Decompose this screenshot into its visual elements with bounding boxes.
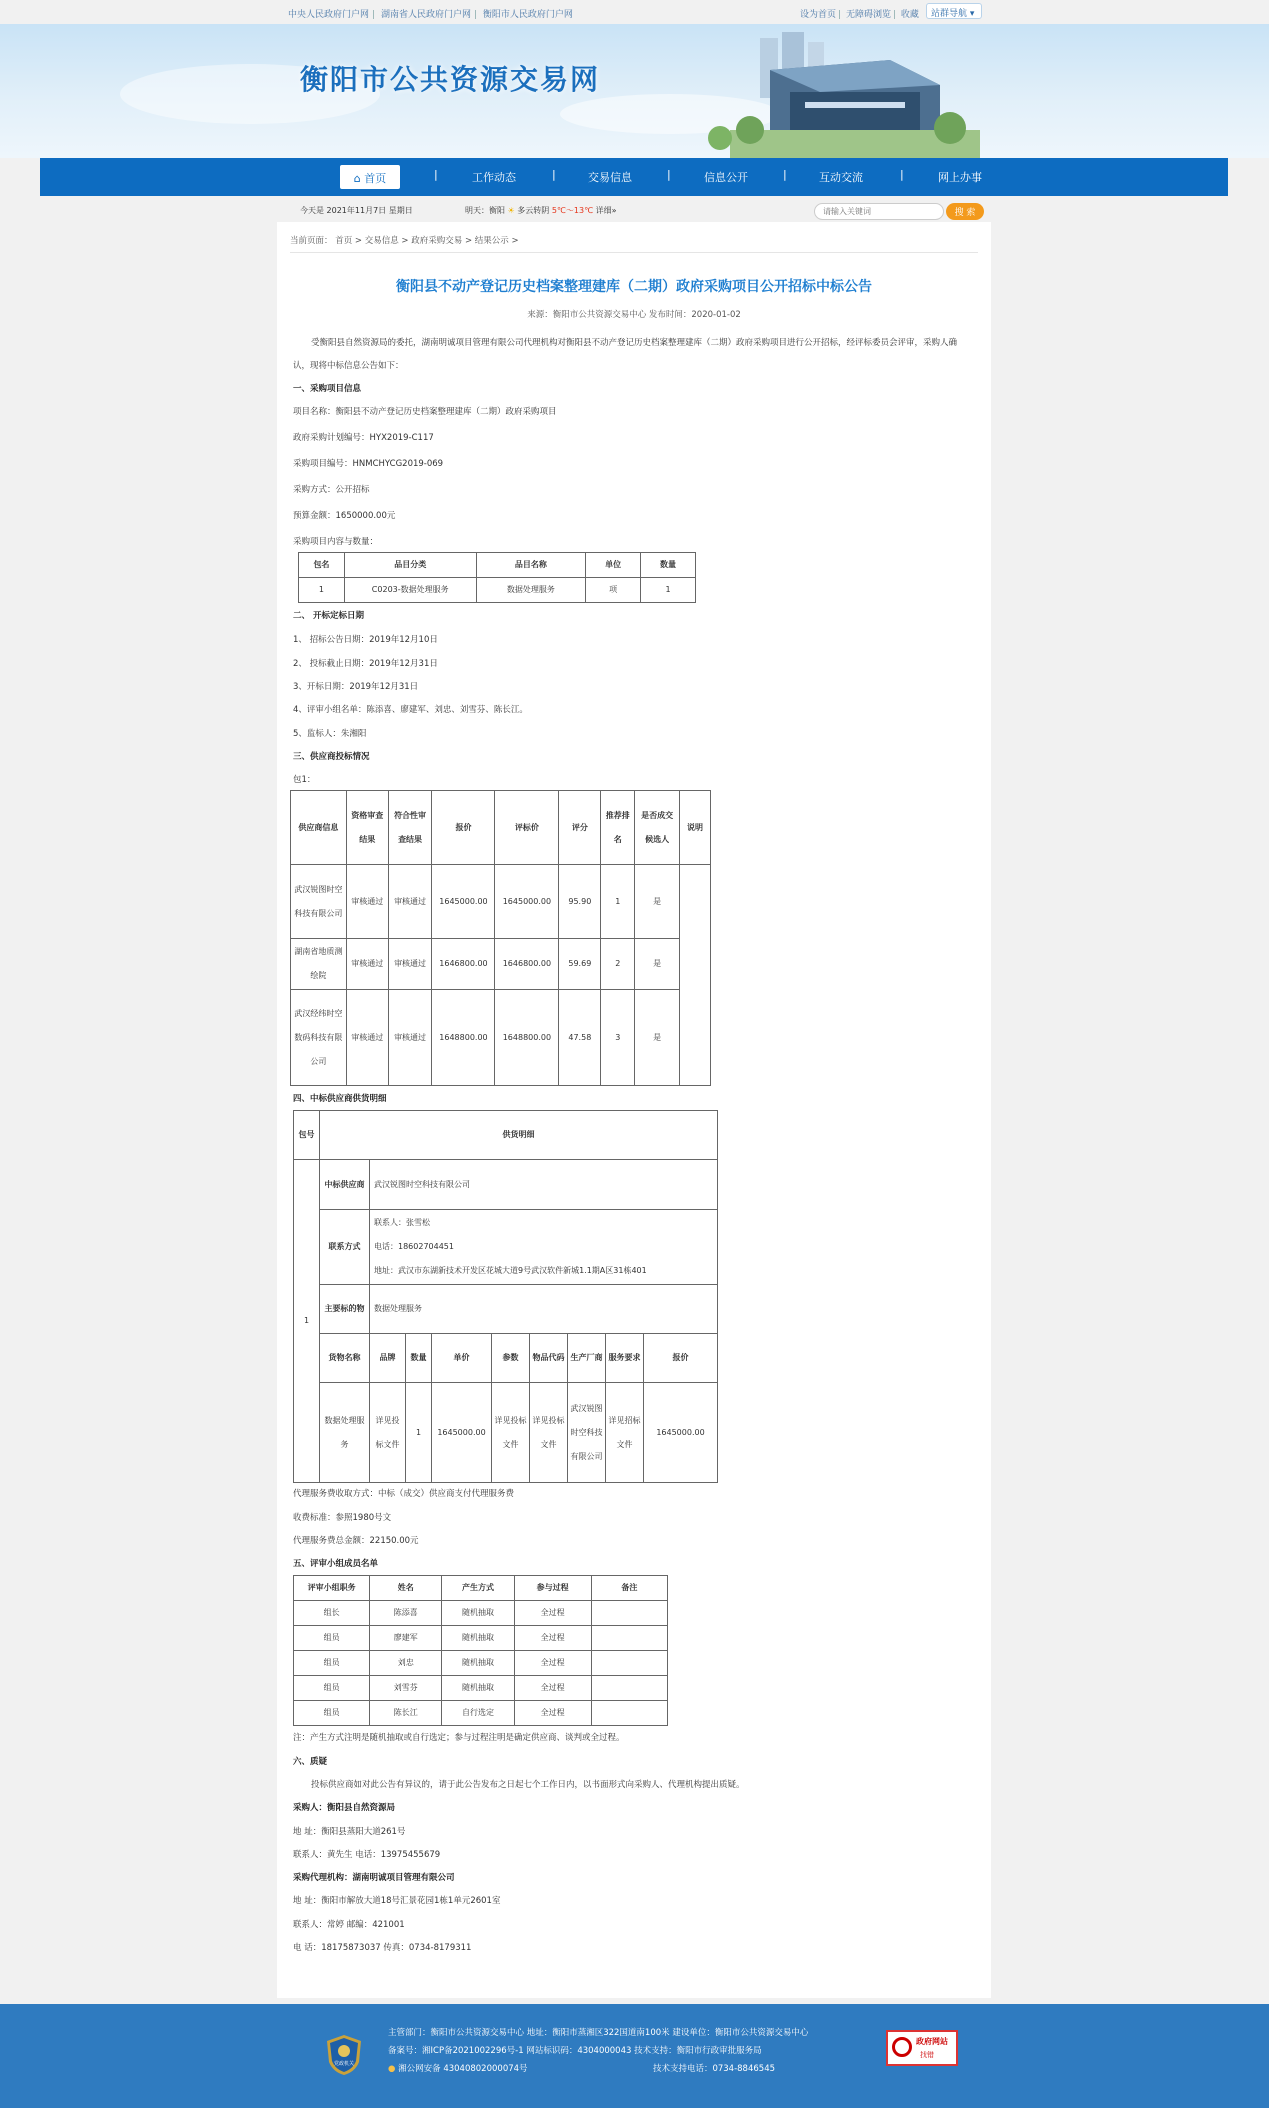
table-header: 数量 (406, 1334, 432, 1383)
table-cell (680, 865, 711, 1086)
nav-home[interactable] (340, 165, 400, 189)
weather-city: 明天：衡阳 (465, 206, 505, 215)
bidders-table (290, 790, 711, 1086)
project-name: 项目名称：衡阳县不动产登记历史档案整理建库（二期）政府采购项目 (293, 407, 557, 417)
table-cell: 刘雪芬 (370, 1676, 442, 1701)
table-header: 单位 (586, 553, 641, 578)
support-phone: 技术支持电话：0734-8846545 (652, 2064, 776, 2074)
table-cell: 3 (601, 990, 635, 1086)
supply-detail-table (293, 1110, 718, 1483)
table-cell: 数据处理服务 (370, 1285, 718, 1334)
police-badge-icon: ● (388, 2064, 396, 2074)
table-cell: 47.58 (559, 990, 601, 1086)
table-cell: 陈长江 (370, 1701, 442, 1726)
table-header: 说明 (680, 791, 711, 865)
nav-home-label: 首页 (364, 172, 387, 185)
table-header: 供应商信息 (291, 791, 347, 865)
agent-title: 采购代理机构：湖南明诚项目管理有限公司 (293, 1873, 455, 1883)
table-cell (591, 1701, 667, 1726)
table-cell: 武汉锐图时空科技有限公司 (568, 1383, 606, 1483)
table-cell: 1 (601, 865, 635, 939)
table-header: 参与过程 (514, 1576, 591, 1601)
table-header: 参数 (492, 1334, 530, 1383)
accessibility-link[interactable]: 无障碍浏览 (845, 10, 891, 20)
link-hengyang-gov[interactable]: 衡阳市人民政府门户网 (482, 10, 573, 20)
procurement-method: 采购方式：公开招标 (293, 485, 370, 495)
section-heading: 二、 开标定标日期 (293, 611, 364, 621)
nav-divider: | (552, 168, 556, 181)
utility-links: 设为首页 | 无障碍浏览 | 收藏 (800, 10, 919, 20)
table-header: 中标供应商 (320, 1160, 370, 1210)
contact-phone: 电话：18602704451 (374, 1242, 454, 1251)
note-text: 注：产生方式注明是随机抽取或自行选定；参与过程注明是确定供应商、谈判或全过程。 (293, 1733, 625, 1743)
section-heading: 五、评审小组成员名单 (293, 1559, 379, 1569)
plan-number: 政府采购计划编号：HYX2019-C117 (293, 433, 434, 443)
table-cell: 自行选定 (442, 1701, 514, 1726)
table-cell: 是 (635, 990, 680, 1086)
footer-line (388, 2060, 808, 2078)
project-number: 采购项目编号：HNMCHYCG2019-069 (293, 459, 444, 469)
table-row (299, 578, 696, 603)
table-row (291, 865, 711, 939)
table-header: 评标价 (495, 791, 559, 865)
table-header: 主要标的物 (320, 1285, 370, 1334)
table-row (294, 1285, 718, 1334)
table-cell: 是 (635, 865, 680, 939)
table-cell: 审核通过 (388, 939, 432, 990)
table-cell: 随机抽取 (442, 1676, 514, 1701)
table-cell: 1 (641, 578, 696, 603)
table-cell: 廖建军 (370, 1626, 442, 1651)
nav-work-news[interactable]: 工作动态 (472, 171, 516, 184)
table-cell: 陈添喜 (370, 1601, 442, 1626)
table-cell: 1 (406, 1383, 432, 1483)
table-cell: 1648800.00 (495, 990, 559, 1086)
table-header: 姓名 (370, 1576, 442, 1601)
gov-site-label: 政府网站 (916, 2037, 948, 2046)
content-quantity-label: 采购项目内容与数量： (293, 537, 379, 547)
package-label: 包1： (293, 775, 316, 785)
gov-site-report-error[interactable] (886, 2030, 958, 2066)
table-cell: 全过程 (514, 1676, 591, 1701)
table-cell: 1645000.00 (495, 865, 559, 939)
table-cell: 组员 (294, 1676, 370, 1701)
home-icon: ⌂ (353, 172, 361, 185)
table-header: 数量 (641, 553, 696, 578)
table-cell: 1645000.00 (644, 1383, 718, 1483)
table-row (294, 1651, 668, 1676)
date-line: 3、开标日期：2019年12月31日 (293, 682, 419, 692)
table-header: 报价 (644, 1334, 718, 1383)
table-header: 报价 (432, 791, 495, 865)
table-header: 包号 (294, 1111, 320, 1160)
search-input[interactable] (814, 203, 944, 220)
buyer-title: 采购人：衡阳县自然资源局 (293, 1803, 396, 1813)
table-header: 评分 (559, 791, 601, 865)
table-header: 服务要求 (606, 1334, 644, 1383)
table-row (294, 1383, 718, 1483)
weather-temp: 5℃～13℃ (551, 206, 594, 215)
site-title: 衡阳市公共资源交易网 (300, 63, 601, 96)
table-cell (591, 1626, 667, 1651)
today-date: 今天是 2021年11月7日 星期日 (300, 206, 413, 215)
footer-info (388, 2024, 808, 2078)
article-title: 衡阳县不动产登记历史档案整理建库（二期）政府采购项目公开招标中标公告 (396, 279, 872, 295)
bookmark-link[interactable]: 收藏 (900, 10, 919, 20)
building-illustration (690, 30, 990, 158)
table-header: 包名 (299, 553, 345, 578)
table-cell: 审核通过 (388, 990, 432, 1086)
table-header: 物品代码 (530, 1334, 568, 1383)
table-header: 推荐排名 (601, 791, 635, 865)
site-footer (0, 2004, 1269, 2108)
table-cell: 武汉锐图时空科技有限公司 (291, 865, 347, 939)
table-cell: 组长 (294, 1601, 370, 1626)
contact-address: 地址：武汉市东湖新技术开发区花城大道9号武汉软件新城1.1期A区31栋401 (374, 1266, 647, 1275)
link-central-gov[interactable]: 中央人民政府门户网 (288, 10, 370, 20)
table-header: 资格审查结果 (346, 791, 388, 865)
table-row (294, 1334, 718, 1383)
search-button[interactable]: 搜 索 (946, 203, 984, 220)
table-header: 联系方式 (320, 1210, 370, 1285)
table-cell: 项 (586, 578, 641, 603)
weather-desc: 多云转阴 (517, 206, 550, 215)
table-cell: 数据处理服务 (320, 1383, 370, 1483)
date-line: 1、 招标公告日期：2019年12月10日 (293, 635, 438, 645)
table-cell: 1645000.00 (432, 1383, 492, 1483)
table-cell: 审核通过 (346, 939, 388, 990)
table-cell: 武汉经纬时空数码科技有限公司 (291, 990, 347, 1086)
objection-text: 投标供应商如对此公告有异议的，请于此公告发布之日起七个工作日内，以书面形式向采购人、代理机构提出质疑。 (311, 1780, 745, 1790)
table-cell: 组员 (294, 1626, 370, 1651)
table-row (294, 1676, 668, 1701)
table-header: 备注 (591, 1576, 667, 1601)
table-header: 单价 (432, 1334, 492, 1383)
table-row (294, 1160, 718, 1210)
report-error-label: 找错 (920, 2051, 934, 2059)
agent-contact: 联系人：常婷 邮编：421001 (293, 1920, 405, 1930)
table-header: 品目分类 (344, 553, 476, 578)
contact-person: 联系人：张雪松 (374, 1218, 430, 1227)
table-row (291, 939, 711, 990)
agent-address: 地 址：衡阳市解放大道18号汇景花园1栋1单元2601室 (293, 1896, 501, 1906)
table-cell: 审核通过 (388, 865, 432, 939)
table-cell: 1 (294, 1160, 320, 1483)
table-header: 品牌 (370, 1334, 406, 1383)
table-cell: 随机抽取 (442, 1626, 514, 1651)
main-nav (40, 158, 1228, 196)
section-heading: 三、供应商投标情况 (293, 752, 370, 762)
weather-info (465, 205, 617, 216)
table-cell: 数据处理服务 (476, 578, 586, 603)
table-header: 评审小组职务 (294, 1576, 370, 1601)
party-gov-badge-icon[interactable] (325, 2034, 363, 2076)
table-cell: 59.69 (559, 939, 601, 990)
table-cell: 武汉锐图时空科技有限公司 (370, 1160, 718, 1210)
table-cell: 详见投标文件 (530, 1383, 568, 1483)
table-cell (591, 1651, 667, 1676)
footer-line: 备案号：湘ICP备2021002296号-1 网站标识码：4304000043 技术支持：衡阳市行政审批服务局 (388, 2046, 762, 2056)
article-intro: 受衡阳县自然资源局的委托，湖南明诚项目管理有限公司代理机构对衡阳县不动产登记历史档案整理建库（二期）政府采购项目进行公开招标，经评标委员会评审，采购人确认，现将中标信息公告如下： (293, 338, 958, 371)
nav-online-service[interactable]: 网上办事 (938, 171, 982, 184)
table-cell: 95.90 (559, 865, 601, 939)
table-cell: 1648800.00 (432, 990, 495, 1086)
table-row (294, 1601, 668, 1626)
table-cell: 详见投标文件 (370, 1383, 406, 1483)
table-header: 是否成交候选人 (635, 791, 680, 865)
nav-divider: | (783, 168, 787, 181)
table-cell: 1 (299, 578, 345, 603)
table-cell: 审核通过 (346, 865, 388, 939)
set-homepage-link[interactable]: 设为首页 (800, 10, 837, 20)
fee-method: 代理服务费收取方式：中标（成交）供应商支付代理服务费 (293, 1489, 515, 1499)
table-cell: 刘忠 (370, 1651, 442, 1676)
fee-standard: 收费标准：参照1980号文 (293, 1513, 392, 1523)
site-header (0, 24, 1269, 158)
table-cell: 1646800.00 (495, 939, 559, 990)
buyer-address: 地 址：衡阳县蒸阳大道261号 (293, 1827, 406, 1837)
table-cell: 组员 (294, 1651, 370, 1676)
badge-label: 党政机关 (333, 2061, 355, 2067)
table-cell (591, 1601, 667, 1626)
fee-total: 代理服务费总金额：22150.00元 (293, 1536, 419, 1546)
top-links-bar (0, 0, 1269, 24)
table-cell: 1646800.00 (432, 939, 495, 990)
table-header: 品目名称 (476, 553, 586, 578)
nav-divider: | (434, 168, 438, 181)
table-cell: 湖南省地质测绘院 (291, 939, 347, 990)
magnifier-icon (892, 2037, 912, 2057)
table-cell: C0203-数据处理服务 (344, 578, 476, 603)
table-row (291, 990, 711, 1086)
nav-trade-info[interactable]: 交易信息 (588, 171, 632, 184)
table-header: 符合性审查结果 (388, 791, 432, 865)
review-panel-table (293, 1575, 668, 1726)
section-heading: 六、质疑 (293, 1757, 328, 1767)
nav-divider: | (900, 168, 904, 181)
table-cell (370, 1210, 718, 1285)
table-cell: 随机抽取 (442, 1601, 514, 1626)
table-cell: 详见招标文件 (606, 1383, 644, 1483)
table-header: 供货明细 (320, 1111, 718, 1160)
budget-amount: 预算金额：1650000.00元 (293, 511, 396, 521)
chevron-down-icon: ▾ (969, 9, 975, 19)
table-cell: 全过程 (514, 1626, 591, 1651)
link-hunan-gov[interactable]: 湖南省人民政府门户网 (380, 10, 471, 20)
table-cell: 全过程 (514, 1601, 591, 1626)
supervisor-line: 5、监标人：朱湘阳 (293, 729, 367, 739)
weather-detail-link[interactable]: 详细» (595, 206, 617, 215)
footer-line: 主管部门：衡阳市公共资源交易中心 地址：衡阳市蒸湘区322国道南100米 建设单位：衡阳市公共资源交易中心 (388, 2028, 809, 2038)
table-row (294, 1210, 718, 1285)
agent-phone: 电 话：18175873037 传真：0734-8179311 (293, 1943, 472, 1953)
table-header: 产生方式 (442, 1576, 514, 1601)
sun-cloud-icon: ☀ (507, 206, 515, 215)
table-cell: 全过程 (514, 1651, 591, 1676)
table-header: 生产厂商 (568, 1334, 606, 1383)
table-header: 货物名称 (320, 1334, 370, 1383)
date-line: 2、 投标截止日期：2019年12月31日 (293, 659, 438, 669)
nav-info-public[interactable]: 信息公开 (704, 171, 748, 184)
table-cell: 随机抽取 (442, 1651, 514, 1676)
section-heading: 四、中标供应商供货明细 (293, 1094, 387, 1104)
gov-portal-links: 中央人民政府门户网 | 湖南省人民政府门户网 | 衡阳市人民政府门户网 (288, 10, 573, 20)
divider (290, 252, 978, 253)
table-cell: 详见投标文件 (492, 1383, 530, 1483)
table-cell (591, 1676, 667, 1701)
table-cell: 审核通过 (346, 990, 388, 1086)
review-panel-line: 4、评审小组名单：陈添喜、廖建军、刘忠、刘雪芬、陈长江。 (293, 705, 528, 715)
nav-interaction[interactable]: 互动交流 (819, 171, 863, 184)
site-nav-label: 站群导航 (931, 9, 968, 19)
article-meta: 来源：衡阳市公共资源交易中心 发布时间：2020-01-02 (527, 310, 741, 320)
table-row (294, 1626, 668, 1651)
nav-divider: | (667, 168, 671, 181)
police-record[interactable]: 湘公网安备 43040802000074号 (398, 2064, 528, 2074)
table-row (294, 1701, 668, 1726)
table-cell: 1645000.00 (432, 865, 495, 939)
procurement-items-table (298, 552, 696, 603)
section-heading: 一、采购项目信息 (293, 384, 362, 394)
buyer-contact: 联系人：黄先生 电话：13975455679 (293, 1850, 441, 1860)
breadcrumb: 当前页面： 首页 > 交易信息 > 政府采购交易 > 结果公示 > (290, 236, 519, 246)
table-cell: 组员 (294, 1701, 370, 1726)
site-nav-dropdown[interactable] (926, 3, 982, 19)
table-cell: 是 (635, 939, 680, 990)
table-cell: 全过程 (514, 1701, 591, 1726)
table-cell: 2 (601, 939, 635, 990)
